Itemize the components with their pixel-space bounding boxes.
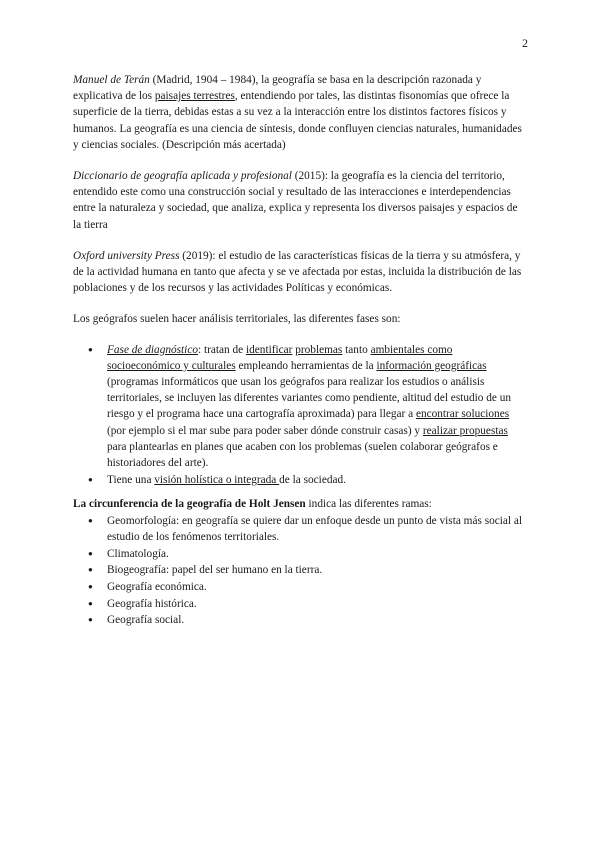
source-name: Diccionario de geografía aplicada y profesional (73, 170, 292, 183)
list-item: ● Geomorfología: en geografía se quiere dar un enfoque desde un punto de vista más social al estudio de los fenómenos territoriales. (107, 513, 528, 545)
definition-oxford (73, 248, 528, 297)
document-body (73, 72, 528, 629)
definition-diccionario (73, 168, 528, 233)
list-item: ● Biogeografía: papel del ser humano en la tierra. (107, 562, 528, 578)
definition-text: (Madrid, 1904 – 1984), la geografía se basa en la descripción razonada y explicativa de los (73, 74, 482, 103)
branches-intro-text: indica las diferentes ramas: (305, 498, 432, 511)
definition-teran (73, 72, 528, 153)
branches-intro (73, 496, 528, 512)
list-text: empleando herramientas de la (235, 359, 377, 372)
list-text: : tratan de (198, 343, 246, 356)
list-text: Tiene una (107, 474, 155, 487)
list-text: (programas informáticos que usan los geógrafos para realizar los estudios o análisis territoriales, se incluyen las diferentes variantes como pendiente, altitud del estudio de un riesgo y el programa hace una cartografía aproximada) para llegar a (107, 376, 512, 421)
list-item: ● Geografía económica. (107, 579, 528, 595)
underlined-term: ambientales como socioeconómico y culturales (107, 343, 453, 372)
list-item: ● Geografía social. (107, 612, 528, 628)
list-item (107, 472, 528, 488)
list-item (107, 342, 528, 472)
underlined-term: encontrar soluciones (415, 408, 510, 421)
underlined-term: realizar propuestas (422, 424, 508, 437)
list-item: ● Geografía histórica. (107, 596, 528, 612)
list-text: tanto (342, 343, 371, 356)
list-text: de la sociedad. (279, 474, 346, 487)
list-item: ● Climatología. (107, 546, 528, 562)
phases-intro: Los geógrafos suelen hacer análisis territoriales, las diferentes fases son: (73, 313, 401, 326)
underlined-term: información geográficas (376, 359, 487, 372)
definition-text: , entendiendo por tales, las distintas fisonomías que ofrece la superficie de la tierra, debidas estas a su vez a la interacción entre los distintos factores físicos y humanos. La geografía es una ciencia de síntesis, donde confluyen ciencias naturales, humanidades y ciencias sociales. (Descripción más acertada) (73, 90, 522, 151)
underlined-term: visión holística o integrada (154, 474, 280, 487)
phases-list (73, 342, 528, 489)
underlined-term: identificar (246, 343, 293, 356)
branches-list (73, 513, 528, 629)
list-text: (por ejemplo si el mar sube para poder saber dónde construir casas) y (107, 424, 423, 437)
bold-heading: La circunferencia de la geografía de Holt Jensen (73, 498, 306, 511)
source-name: Oxford university Press (73, 249, 180, 262)
author-name: Manuel de Terán (73, 74, 150, 86)
underlined-term: paisajes terrestres (154, 90, 235, 103)
page-number: 2 (522, 36, 528, 50)
underlined-term: problemas (295, 343, 343, 356)
list-text: para plantearlas en planes que acaben con los problemas (suelen colaborar geógrafos e historiadores del arte). (107, 440, 498, 470)
definition-text: (2019): el estudio de las características físicas de la tierra y su atmósfera, y de la actividad humana en tanto que afecta y se ve afectada por estas, incluida la distribución de las poblaciones y de los recursos y las actividades Políticas y económicas. (73, 249, 522, 295)
phase-label: Fase de diagnóstico (107, 343, 198, 356)
definition-text: (2015): la geografía es la ciencia del territorio, entendido este como una construcción social y resultado de las interacciones e interdependencias entre la naturaleza y sociedad, que analiza, explica y representa los diversos paisajes y espacios de la tierra (73, 170, 518, 231)
